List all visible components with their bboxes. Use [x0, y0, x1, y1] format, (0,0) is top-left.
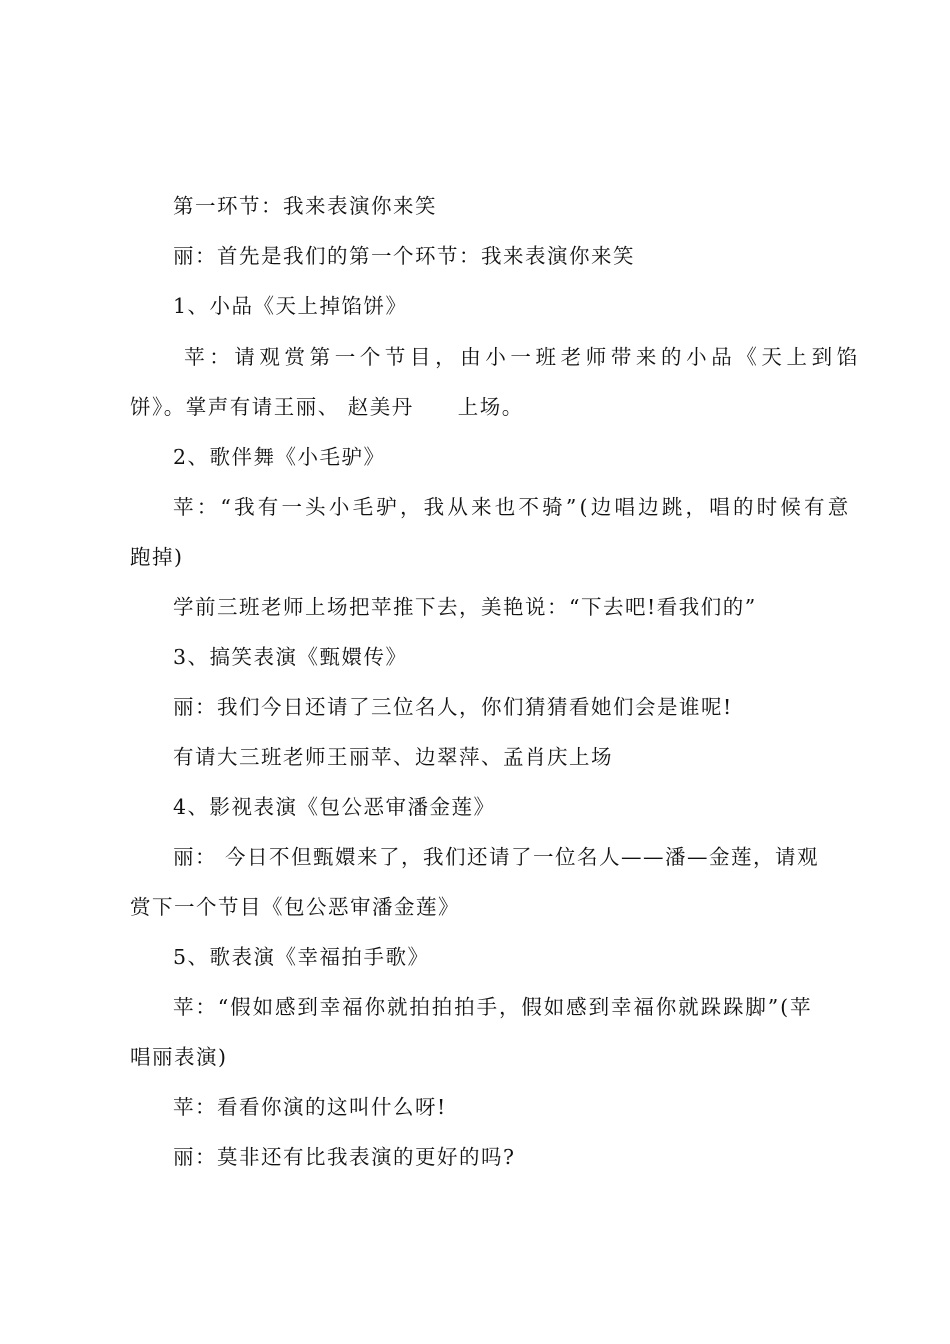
program-item-4: 4、影视表演《包公恶审潘金莲》	[173, 795, 496, 819]
paragraph-line: 苹：“假如感到幸福你就拍拍拍手，假如感到幸福你就跺跺脚”(苹	[173, 995, 813, 1019]
paragraph-line: 丽： 今日不但甄嬛来了，我们还请了一位名人——潘—金莲，请观	[173, 845, 820, 869]
paragraph-line: 唱丽表演)	[130, 1045, 228, 1069]
paragraph-line: 丽：我们今日还请了三位名人，你们猜猜看她们会是谁呢!	[173, 695, 733, 719]
paragraph-line: 有请大三班老师王丽苹、边翠萍、孟肖庆上场	[173, 745, 613, 769]
paragraph-line: 赏下一个节目《包公恶审潘金莲》	[130, 895, 460, 919]
program-item-5: 5、歌表演《幸福拍手歌》	[173, 945, 430, 969]
program-item-3: 3、搞笑表演《甄嬛传》	[173, 645, 408, 669]
paragraph-line: 苹：请观赏第一个节目，由小一班老师带来的小品《天上到馅	[173, 345, 862, 369]
paragraph-line: 丽：莫非还有比我表演的更好的吗?	[173, 1145, 516, 1169]
section-heading: 第一环节：我来表演你来笑	[173, 194, 437, 218]
paragraph-line: 饼》。掌声有请王丽、 赵美丹 上场。	[130, 395, 524, 419]
program-item-2: 2、歌伴舞《小毛驴》	[173, 445, 386, 469]
paragraph-line: 丽：首先是我们的第一个环节：我来表演你来笑	[173, 244, 635, 268]
paragraph-line: 学前三班老师上场把苹推下去，美艳说：“下去吧!看我们的”	[173, 595, 757, 619]
paragraph-line: 苹：“我有一头小毛驴，我从来也不骑”(边唱边跳，唱的时候有意	[173, 495, 852, 519]
program-item-1: 1、小品《天上掉馅饼》	[173, 294, 408, 318]
paragraph-line: 苹：看看你演的这叫什么呀!	[173, 1095, 447, 1119]
paragraph-line: 跑掉)	[130, 545, 184, 569]
